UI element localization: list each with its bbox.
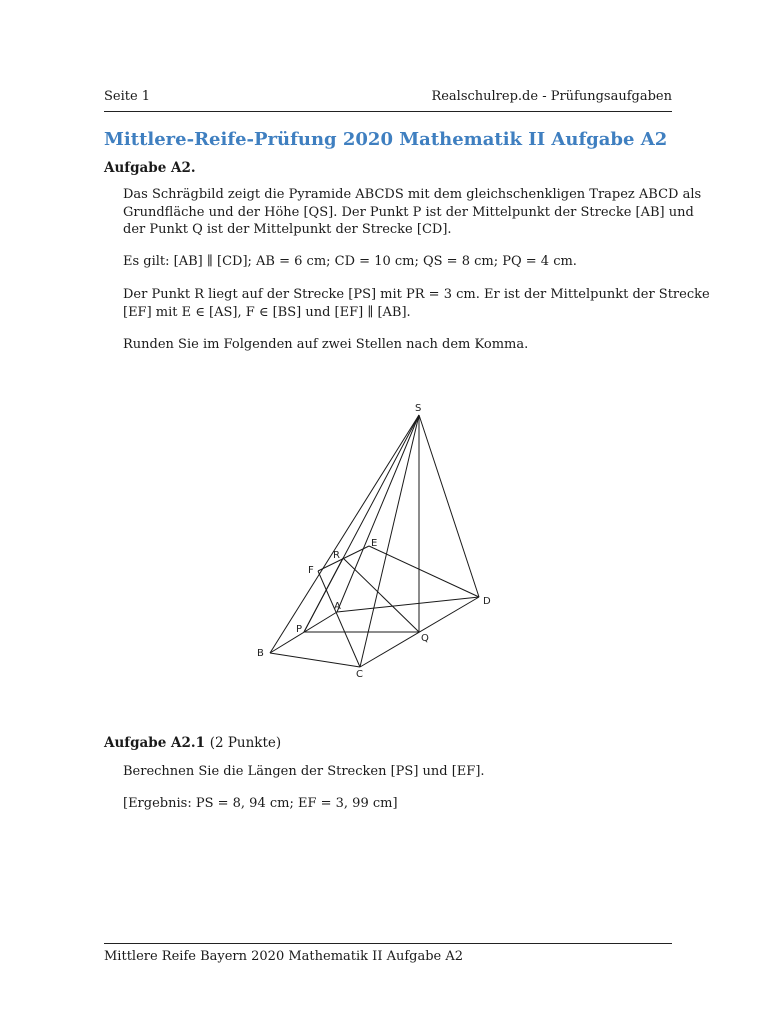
intro-line-3: der Punkt Q ist der Mittelpunkt der Strecke [CD].	[123, 222, 452, 237]
label-e: E	[371, 538, 378, 549]
page-header	[104, 89, 672, 112]
label-a: A	[334, 601, 341, 612]
page-number: Seite 1	[104, 89, 151, 104]
subtask-heading	[104, 735, 281, 751]
label-b: B	[257, 648, 264, 659]
segment-r-q	[343, 558, 419, 632]
point-r-line-2: [EF] mit E ∈ [AS], F ∈ [BS] und [EF] ∥ [AB].	[123, 304, 411, 320]
intro-line-1: Das Schrägbild zeigt die Pyramide ABCDS mit dem gleichschenkligen Trapez ABCD als	[123, 187, 702, 202]
subtask-result	[123, 795, 673, 813]
task-heading: Aufgabe A2.	[104, 160, 196, 176]
label-c: C	[356, 669, 363, 680]
subtask-title: Aufgabe A2.1	[104, 735, 205, 751]
edge-as	[337, 415, 419, 612]
page-title: Mittlere-Reife-Prüfung 2020 Mathematik II Aufgabe A2	[104, 129, 668, 150]
point-r-line-1: Der Punkt R liegt auf der Strecke [PS] mit PR = 3 cm. Er ist der Mittelpunkt der Strecke	[123, 287, 710, 302]
pyramid-figure	[240, 396, 530, 692]
label-f: F	[308, 565, 314, 576]
header-source: Realschulrep.de - Prüfungsaufgaben	[431, 89, 672, 104]
intro-paragraph	[123, 186, 702, 239]
label-r: R	[333, 550, 340, 561]
label-d: D	[483, 596, 491, 607]
edge-bc	[270, 653, 360, 667]
intro-line-2: Grundfläche und der Höhe [QS]. Der Punkt P ist der Mittelpunkt der Strecke [AB] und	[123, 204, 694, 220]
edge-ds	[419, 415, 479, 597]
subtask-text	[123, 763, 673, 781]
label-p: P	[296, 624, 303, 635]
edge-bs	[270, 415, 419, 653]
rounding-instruction	[123, 336, 673, 354]
segment-f-c	[318, 571, 360, 667]
subtask-text-line: Berechnen Sie die Längen der Strecken [PS] und [EF].	[123, 764, 485, 779]
subtask-points: (2 Punkte)	[209, 735, 282, 751]
given-line: Es gilt: [AB] ∥ [CD]; AB = 6 cm; CD = 10 cm; QS = 8 cm; PQ = 4 cm.	[123, 254, 577, 269]
given-values	[123, 253, 673, 271]
segment-e-d	[369, 546, 479, 597]
label-q: Q	[421, 633, 429, 644]
rounding-line: Runden Sie im Folgenden auf zwei Stellen nach dem Komma.	[123, 337, 529, 352]
result-line: [Ergebnis: PS = 8, 94 cm; EF = 3, 99 cm]	[123, 796, 398, 811]
edge-cs	[360, 415, 419, 667]
page-footer: Mittlere Reife Bayern 2020 Mathematik II Aufgabe A2	[104, 943, 672, 964]
point-r-paragraph	[123, 286, 710, 321]
label-s: S	[415, 403, 422, 414]
